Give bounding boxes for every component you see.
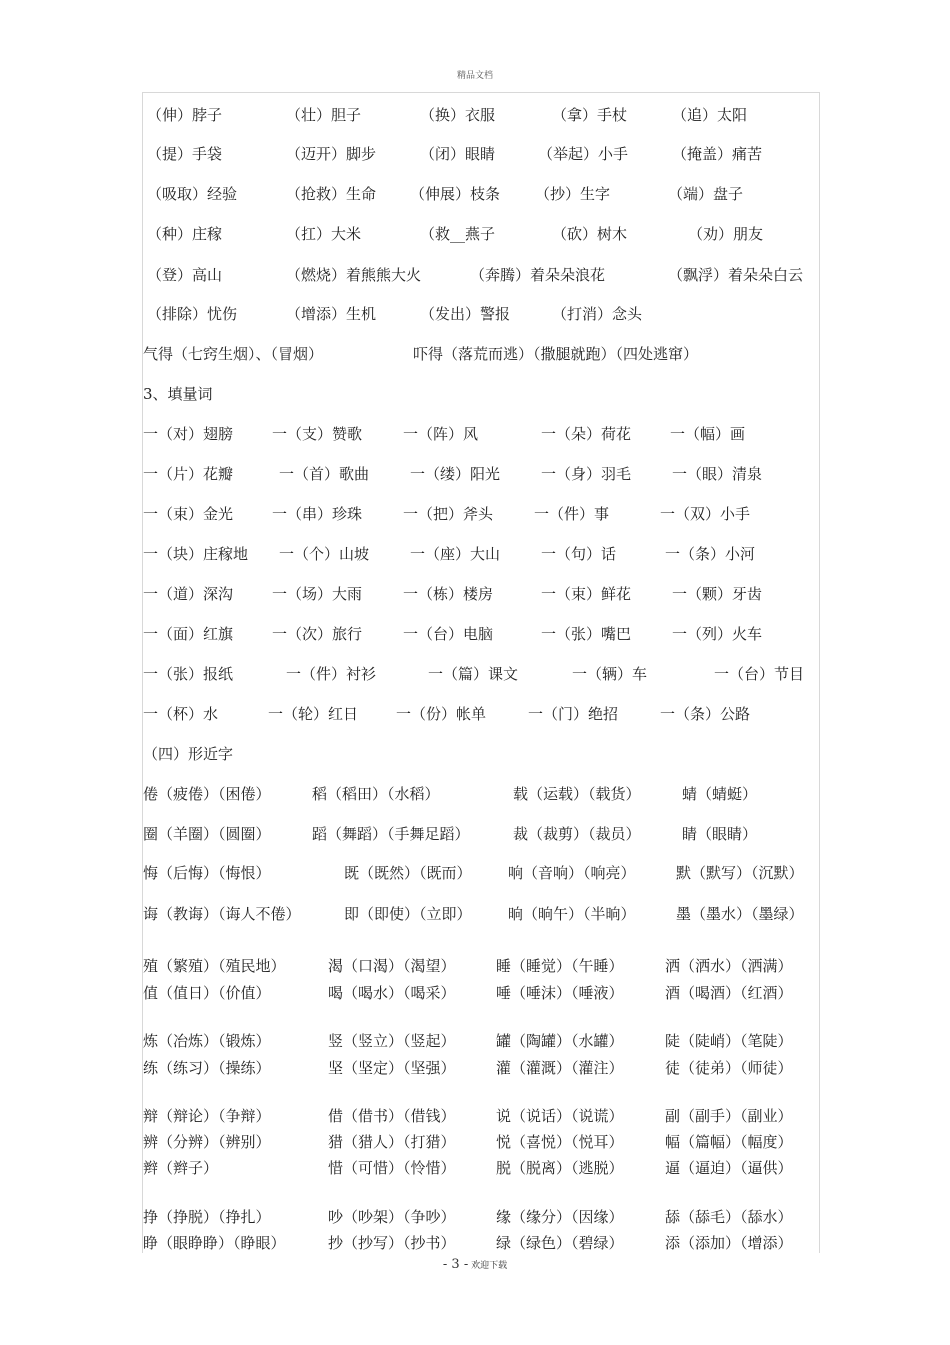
measure-word-item: 一（支）赞歌 <box>272 425 363 443</box>
similar-char-item: 即（即使）（立即） <box>344 905 472 923</box>
similar-char-item: 墨（墨水）（墨绿） <box>676 905 804 923</box>
measure-word-item: 一（束）金光 <box>143 505 234 523</box>
phrase: （提）手袋 <box>147 145 223 163</box>
measure-word-item: 一（门）绝招 <box>528 705 619 723</box>
measure-word-item: 一（缕）阳光 <box>410 465 501 483</box>
similar-char-item: 罐（陶罐）（水罐） <box>496 1032 624 1050</box>
phrase: （举起）小手 <box>538 145 629 163</box>
similar-char-item: 抄（抄写）（抄书） <box>328 1234 456 1252</box>
similar-char-item: 灌（灌溉）（灌注） <box>496 1059 624 1077</box>
table-row <box>0 1132 950 1156</box>
phrase: （抢救）生命 <box>286 185 377 203</box>
header-watermark: 精品文档 <box>456 71 493 81</box>
table-row <box>0 584 950 608</box>
similar-char-item: 蹈（舞蹈）（手舞足蹈） <box>312 825 470 843</box>
phrase: （壮）胆子 <box>286 106 362 124</box>
similar-char-item: 副（副手）（副业） <box>665 1107 793 1125</box>
measure-word-item: 一（幅）画 <box>670 425 746 443</box>
similar-char-item: 稻（稻田）（水稻） <box>312 785 440 803</box>
table-row <box>0 184 950 208</box>
similar-char-item: 酒（喝酒）（红酒） <box>665 984 793 1002</box>
measure-word-item: 一（身）羽毛 <box>541 465 632 483</box>
similar-char-item: 添（添加）（增添） <box>665 1234 793 1252</box>
table-row <box>0 144 950 168</box>
measure-word-item: 一（件）衬衫 <box>286 665 377 683</box>
phrase: （换）衣服 <box>420 106 496 124</box>
table-row <box>0 265 950 289</box>
similar-char-item: 陡（陡峭）（笔陡） <box>665 1032 793 1050</box>
measure-word-item: 一（句）话 <box>541 545 617 563</box>
phrase: （增添）生机 <box>286 305 377 323</box>
section-title: 3、填量词 <box>143 385 213 403</box>
measure-word-item: 一（片）花瓣 <box>143 465 234 483</box>
measure-word-item: 一（块）庄稼地 <box>143 545 249 563</box>
phrase: （拿）手杖 <box>552 106 628 124</box>
table-row <box>0 304 950 328</box>
similar-char-item: 惜（可惜）（怜惜） <box>328 1159 456 1177</box>
table-row <box>0 704 950 728</box>
table-row <box>0 1058 950 1082</box>
table-row <box>0 504 950 528</box>
similar-char-item: 练（练习）（操练） <box>143 1059 271 1077</box>
similar-char-item: 殖（繁殖）（殖民地） <box>143 957 286 975</box>
phrase: （劝）朋友 <box>688 225 764 243</box>
measure-word-item: 一（朵）荷花 <box>541 425 632 443</box>
similar-char-item: 炼（冶炼）（锻炼） <box>143 1032 271 1050</box>
phrase: （追）太阳 <box>672 106 748 124</box>
phrase: （吸取）经验 <box>147 185 238 203</box>
phrase: （砍）树木 <box>552 225 628 243</box>
table-row <box>0 464 950 488</box>
phrase: （飘浮）着朵朵白云 <box>668 266 804 284</box>
similar-char-item: 圈（羊圈）（圆圈） <box>143 825 271 843</box>
table-row <box>0 424 950 448</box>
phrase: 吓得（落荒而逃）（撒腿就跑）（四处逃窜） <box>413 345 699 363</box>
similar-char-item: 裁（裁剪）（裁员） <box>513 825 641 843</box>
measure-word-item: 一（台）电脑 <box>403 625 494 643</box>
similar-char-item: 辫（辫子） <box>143 1159 219 1177</box>
measure-word-item: 一（座）大山 <box>410 545 501 563</box>
similar-char-item: 渴（口渴）（渴望） <box>328 957 456 975</box>
similar-char-item: 说（说话）（说谎） <box>496 1107 624 1125</box>
phrase: （燃烧）着熊熊大火 <box>286 266 422 284</box>
similar-char-item: 挣（挣脱）（挣扎） <box>143 1208 271 1226</box>
similar-char-item: 坚（坚定）（坚强） <box>328 1059 456 1077</box>
table-row <box>0 1106 950 1130</box>
table-row <box>0 784 950 808</box>
measure-word-item: 一（面）红旗 <box>143 625 234 643</box>
similar-char-item: 徒（徒弟）（师徒） <box>665 1059 793 1077</box>
measure-word-item: 一（眼）清泉 <box>672 465 763 483</box>
measure-word-item: 一（对）翅膀 <box>143 425 234 443</box>
similar-char-item: 响（音响）（响亮） <box>508 864 636 882</box>
phrase: （种）庄稼 <box>147 225 223 243</box>
similar-char-item: 既（既然）（既而） <box>344 864 472 882</box>
table-row <box>0 344 950 368</box>
phrase: （掩盖）痛苦 <box>672 145 763 163</box>
similar-char-item: 值（值日）（价值） <box>143 984 271 1002</box>
measure-word-item: 一（个）山坡 <box>279 545 370 563</box>
table-row <box>0 105 950 129</box>
measure-word-item: 一（件）事 <box>534 505 610 523</box>
similar-char-item: 倦（疲倦）（困倦） <box>143 785 271 803</box>
phrase: （伸展）枝条 <box>410 185 501 203</box>
similar-char-item: 辩（辩论）（争辩） <box>143 1107 271 1125</box>
phrase: （端）盘子 <box>668 185 744 203</box>
phrase: （排除）忧伤 <box>147 305 238 323</box>
similar-char-item: 吵（吵架）（争吵） <box>328 1208 456 1226</box>
measure-word-item: 一（道）深沟 <box>143 585 234 603</box>
similar-char-item: 晌（晌午）（半晌） <box>508 905 636 923</box>
phrase: （奔腾）着朵朵浪花 <box>470 266 606 284</box>
table-row <box>0 1158 950 1182</box>
measure-word-item: 一（阵）风 <box>403 425 479 443</box>
measure-word-item: 一（杯）水 <box>143 705 219 723</box>
phrase: （迈开）脚步 <box>286 145 377 163</box>
measure-word-item: 一（把）斧头 <box>403 505 494 523</box>
section-heading <box>0 384 950 408</box>
table-row <box>0 544 950 568</box>
similar-char-item: 猎（猎人）（打猎） <box>328 1133 456 1151</box>
similar-char-item: 睡（睡觉）（午睡） <box>496 957 624 975</box>
table-row <box>0 904 950 928</box>
similar-char-item: 载（运载）（载货） <box>513 785 641 803</box>
table-row <box>0 224 950 248</box>
similar-char-item: 悦（喜悦）（悦耳） <box>496 1133 624 1151</box>
measure-word-item: 一（颗）牙齿 <box>672 585 763 603</box>
section-title: （四）形近字 <box>143 745 234 763</box>
table-row <box>0 824 950 848</box>
similar-char-item: 睁（眼睁睁）（睁眼） <box>143 1234 286 1252</box>
similar-char-item: 脱（脱离）（逃脱） <box>496 1159 624 1177</box>
phrase: 气得（七窍生烟）、（冒烟） <box>143 345 324 363</box>
similar-char-item: 悔（后悔）（悔恨） <box>143 864 271 882</box>
measure-word-item: 一（束）鲜花 <box>541 585 632 603</box>
similar-char-item: 唾（唾沫）（唾液） <box>496 984 624 1002</box>
measure-word-item: 一（列）火车 <box>672 625 763 643</box>
measure-word-item: 一（次）旅行 <box>272 625 363 643</box>
similar-char-item: 逼（逼迫）（逼供） <box>665 1159 793 1177</box>
measure-word-item: 一（栋）楼房 <box>403 585 494 603</box>
similar-char-item: 睛（眼睛） <box>682 825 758 843</box>
measure-word-item: 一（篇）课文 <box>428 665 519 683</box>
section-heading <box>0 744 950 768</box>
measure-word-item: 一（份）帐单 <box>396 705 487 723</box>
measure-word-item: 一（辆）车 <box>572 665 648 683</box>
table-row <box>0 956 950 980</box>
similar-char-item: 蜻（蜻蜓） <box>682 785 758 803</box>
measure-word-item: 一（条）小河 <box>665 545 756 563</box>
table-row <box>0 624 950 648</box>
similar-char-item: 绿（绿色）（碧绿） <box>496 1234 624 1252</box>
table-row <box>0 1207 950 1231</box>
similar-char-item: 缘（缘分）（因缘） <box>496 1208 624 1226</box>
phrase: （伸）脖子 <box>147 106 223 124</box>
similar-char-item: 喝（喝水）（喝采） <box>328 984 456 1002</box>
measure-word-item: 一（张）嘴巴 <box>541 625 632 643</box>
phrase: （救__燕子 <box>420 225 496 243</box>
measure-word-item: 一（串）珍珠 <box>272 505 363 523</box>
similar-char-item: 辨（分辨）（辨别） <box>143 1133 271 1151</box>
measure-word-item: 一（场）大雨 <box>272 585 363 603</box>
phrase: （打消）念头 <box>552 305 643 323</box>
measure-word-item: 一（轮）红日 <box>268 705 359 723</box>
similar-char-item: 竖（竖立）（竖起） <box>328 1032 456 1050</box>
phrase: （扛）大米 <box>286 225 362 243</box>
measure-word-item: 一（张）报纸 <box>143 665 234 683</box>
similar-char-item: 幅（篇幅）（幅度） <box>665 1133 793 1151</box>
page-number: - 3 - <box>442 1257 469 1272</box>
similar-char-item: 舔（舔毛）（舔水） <box>665 1208 793 1226</box>
measure-word-item: 一（首）歌曲 <box>279 465 370 483</box>
table-row <box>0 1233 950 1257</box>
similar-char-item: 诲（教诲）（诲人不倦） <box>143 905 301 923</box>
measure-word-item: 一（台）节目 <box>714 665 805 683</box>
phrase: （登）高山 <box>147 266 223 284</box>
footer-text: 欢迎下载 <box>471 1261 508 1271</box>
page-footer <box>0 1257 950 1272</box>
table-row <box>0 983 950 1007</box>
table-row <box>0 863 950 887</box>
table-row <box>0 1031 950 1055</box>
measure-word-item: 一（双）小手 <box>660 505 751 523</box>
measure-word-item: 一（条）公路 <box>660 705 751 723</box>
similar-char-item: 默（默写）（沉默） <box>676 864 804 882</box>
phrase: （发出）警报 <box>420 305 511 323</box>
similar-char-item: 借（借书）（借钱） <box>328 1107 456 1125</box>
similar-char-item: 洒（洒水）（洒满） <box>665 957 793 975</box>
phrase: （抄）生字 <box>535 185 611 203</box>
phrase: （闭）眼睛 <box>420 145 496 163</box>
table-row <box>0 664 950 688</box>
